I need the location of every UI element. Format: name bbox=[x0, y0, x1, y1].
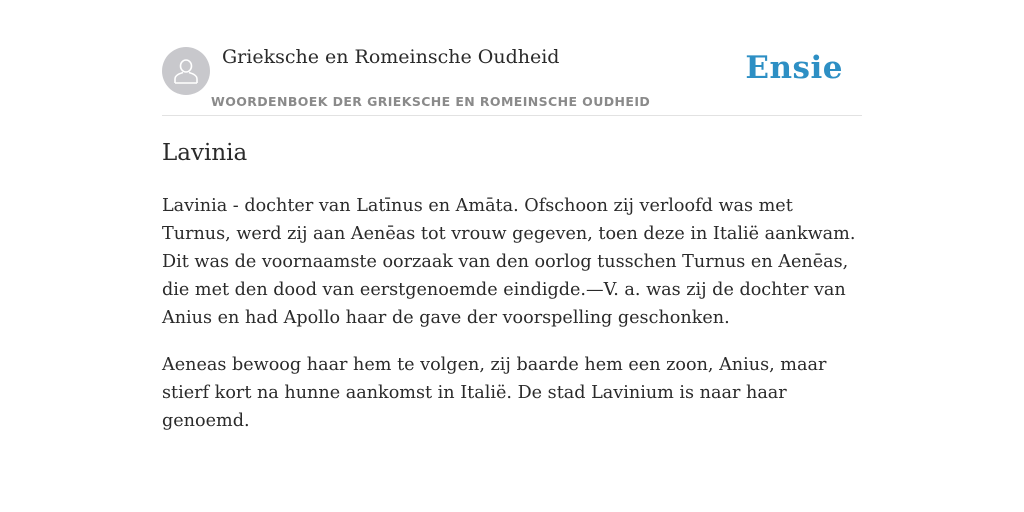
book-title[interactable]: Grieksche en Romeinsche Oudheid bbox=[222, 46, 560, 68]
page-header bbox=[162, 0, 862, 116]
avatar[interactable] bbox=[162, 47, 210, 95]
user-silhouette-icon bbox=[171, 56, 201, 86]
page-container bbox=[162, 0, 862, 512]
entry-title: Lavinia bbox=[162, 140, 248, 166]
entry-paragraph: Lavinia - dochter van Latīnus en Amāta. Ofschoon zij verloofd was met Turnus, werd zij aan Aenēas tot vrouw gegeven, toen deze in Italië aankwam. Dit was de voornaamste oorzaak van den oorlog tusschen Turnus en Aenēas, die met den dood van eerstgenoemde eindigde.—V. a. was zij de dochter van Anius en had Apollo haar de gave der voorspelling geschonken. bbox=[162, 196, 856, 328]
book-subtitle: WOORDENBOEK DER GRIEKSCHE EN ROMEINSCHE OUDHEID bbox=[211, 94, 651, 109]
entry-body bbox=[162, 192, 862, 454]
ensie-logo[interactable]: Ensie bbox=[745, 50, 843, 86]
entry-paragraph: Aeneas bewoog haar hem te volgen, zij baarde hem een zoon, Anius, maar stierf kort na hunne aankomst in Italië. De stad Lavinium is naar haar genoemd. bbox=[162, 355, 827, 431]
